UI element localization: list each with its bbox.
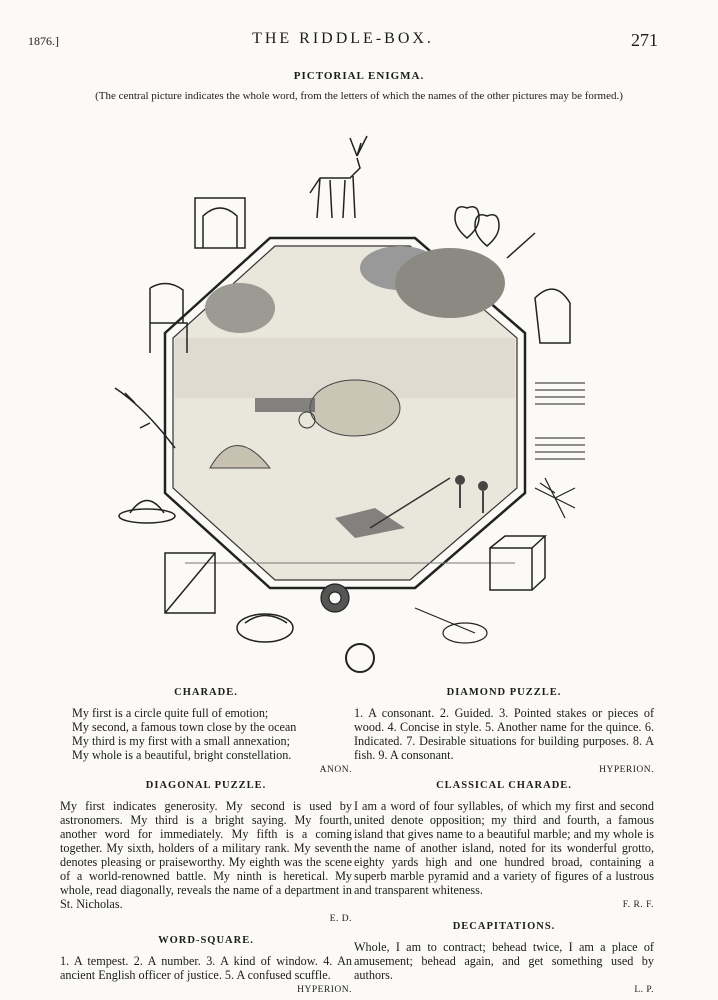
fireplace-picture [195, 198, 245, 248]
right-column [354, 684, 654, 997]
enigma-note: (The central picture indicates the whole word, from the letters of which the names of the other pictures may be formed.) [95, 90, 623, 102]
music-staff-picture [535, 383, 585, 459]
classical-charade-title: CLASSICAL CHARADE. [436, 780, 572, 791]
classical-charade-text: I am a word of four syllables, of which my first and second united denote opposition; my third and fourth, a famous island that gives name to a beautiful marble; and my whole is the name of another island, noted for its wonderful grotto, eighty yards high and one hundred broad, containing a superb marble pyramid and a variety of figures of a lustrous and transparent whiteness. [354, 799, 654, 897]
left-column [60, 684, 352, 997]
diamond-puzzle-text: 1. A consonant. 2. Guided. 3. Pointed stakes or pieces of wood. 4. Concise in style. 5. Another name for the quince. 6. Indicated. 7. Desirable situations for building purposes. 8. A fish. 9. A consonant. [354, 706, 654, 762]
diamond-puzzle-author: HYPERION. [599, 765, 654, 775]
charade-line-3: My third is my first with a small annexation; [72, 734, 290, 748]
diagonal-puzzle-author: E. D. [329, 914, 352, 924]
brooch-picture [321, 584, 349, 612]
nest-picture [237, 614, 293, 642]
deer-picture [310, 136, 367, 218]
decapitations-text: Whole, I am to contract; behead twice, I am a place of amusement; behead again, and get something used by authors. [354, 940, 654, 982]
word-square-text: 1. A tempest. 2. A number. 3. A kind of window. 4. An ancient English officer of justice. 5. A confused scuffle. [60, 954, 352, 982]
diamond-puzzle-title: DIAMOND PUZZLE. [446, 687, 562, 698]
word-square-author: HYPERION. [297, 985, 352, 995]
page-number: 271 [631, 30, 658, 50]
decapitations-title: DECAPITATIONS. [452, 921, 556, 932]
header-year: 1876.] [28, 34, 59, 48]
net-picture [415, 608, 487, 643]
charade-title: CHARADE. [174, 687, 238, 698]
hat-picture [119, 501, 175, 524]
charade-author: ANON. [319, 765, 352, 775]
gate-picture [165, 553, 215, 613]
enigma-title: PICTORIAL ENIGMA. [293, 70, 425, 82]
charade-line-2: My second, a famous town close by the ocean [72, 720, 297, 734]
classical-charade-author: F. R. F. [622, 900, 654, 910]
ring-picture [346, 644, 374, 672]
pictorial-enigma-illustration [95, 108, 635, 680]
charade-line-1: My first is a circle quite full of emotion; [72, 706, 269, 720]
decapitations-author: L. P. [634, 985, 654, 995]
diagonal-puzzle-title: DIAGONAL PUZZLE. [145, 780, 267, 791]
charade-line-4: My whole is a beautiful, bright constellation. [72, 748, 292, 762]
word-square-title: WORD-SQUARE. [158, 935, 254, 946]
insect-picture [535, 478, 575, 518]
page-header [28, 30, 658, 54]
header-title: THE RIDDLE-BOX. [252, 30, 434, 47]
diagonal-puzzle-text: My first indicates generosity. My second is used by astronomers. My third is a bright saying. My fourth, another word for immediately. My fifth is a coming together. My sixth, holders of a military rank. My seventh denotes pleasing or praiseworthy. My eighth was the scene of a world-renowned battle. My ninth is heretical. My whole, read diagonally, reveals the name of a department in St. Nicholas. [60, 799, 352, 911]
helmet-picture [535, 289, 570, 343]
